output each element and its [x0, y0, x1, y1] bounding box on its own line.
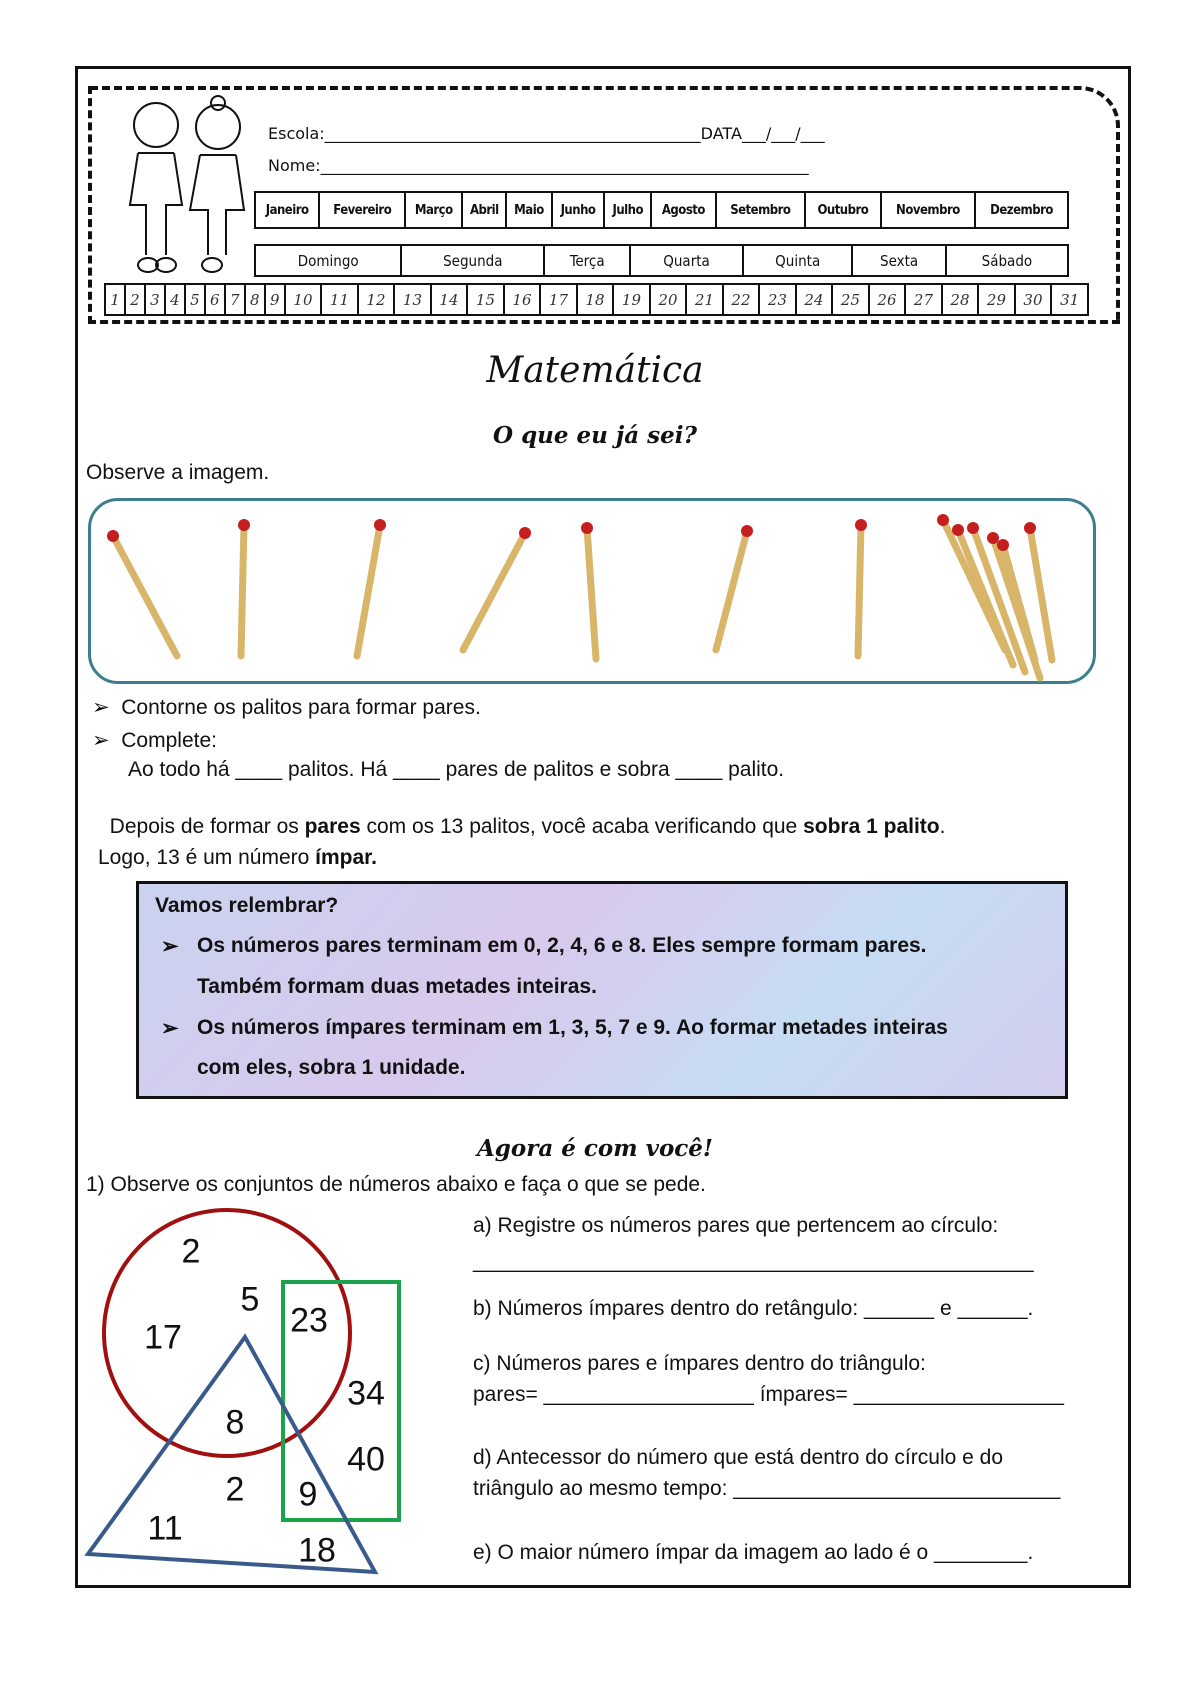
remember-box [136, 881, 1068, 1099]
venn-number: 8 [225, 1403, 245, 1442]
instruction-1 [92, 695, 481, 720]
day-cell[interactable]: 1 [105, 284, 125, 315]
venn-number: 11 [147, 1509, 183, 1548]
day-cell[interactable]: 27 [905, 284, 942, 315]
answer-c-line[interactable]: pares= __________________ ímpares= __________________ [473, 1383, 1064, 1406]
question-a: a) Registre os números pares que pertencem ao círculo: [473, 1214, 999, 1237]
weekday-cell[interactable]: Domingo [255, 245, 401, 276]
month-cell[interactable]: Maio [506, 192, 551, 228]
weekday-cell[interactable]: Segunda [401, 245, 544, 276]
weekday-cell[interactable]: Sexta [852, 245, 945, 276]
month-cell[interactable]: Fevereiro [319, 192, 405, 228]
month-cell[interactable]: Janeiro [255, 192, 319, 228]
month-cell[interactable]: Julho [604, 192, 651, 228]
day-cell[interactable]: 8 [245, 284, 265, 315]
day-cell[interactable]: 28 [942, 284, 979, 315]
day-cell[interactable]: 2 [125, 284, 145, 315]
day-cell[interactable]: 25 [832, 284, 869, 315]
venn-number: 18 [298, 1531, 336, 1570]
day-cell[interactable]: 23 [759, 284, 796, 315]
text: com os 13 palitos, você acaba verificando que [360, 815, 804, 838]
month-cell[interactable]: Outubro [805, 192, 881, 228]
section-subtitle: O que eu já sei? [493, 422, 697, 449]
month-cell[interactable]: Setembro [716, 192, 805, 228]
day-cell[interactable]: 19 [613, 284, 650, 315]
complete-line[interactable]: Ao todo há ____ palitos. Há ____ pares de palitos e sobra ____ palito. [128, 758, 785, 781]
instruction-text: Complete: [121, 729, 217, 752]
bold-text: ímpar. [315, 846, 378, 869]
answer-a-line[interactable]: ________________________________________________ [473, 1250, 1034, 1273]
venn-number: 9 [298, 1475, 318, 1514]
month-cell[interactable]: Agosto [651, 192, 716, 228]
arrow-bullet-icon: ➢ [161, 935, 179, 958]
month-cell[interactable]: Junho [552, 192, 605, 228]
venn-number: 34 [347, 1374, 385, 1413]
remember-line: Os números pares terminam em 0, 2, 4, 6 e 8. Eles sempre formam pares. [197, 934, 927, 957]
question-c: c) Números pares e ímpares dentro do triângulo: [473, 1352, 926, 1375]
text: . [939, 815, 946, 838]
answer-d-line[interactable]: triângulo ao mesmo tempo: ____________________________ [473, 1477, 1061, 1500]
day-cell[interactable]: 17 [540, 284, 577, 315]
page-title: Matemática [486, 350, 704, 391]
remember-line: Os números ímpares terminam em 1, 3, 5, 7 e 9. Ao formar metades inteiras [197, 1016, 948, 1039]
question-1: 1) Observe os conjuntos de números abaixo e faça o que se pede. [86, 1173, 706, 1196]
month-cell[interactable]: Abril [462, 192, 506, 228]
section2-title: Agora é com você! [476, 1135, 714, 1162]
explanation-paragraph [98, 811, 1104, 873]
weekday-cell[interactable]: Quarta [630, 245, 743, 276]
day-cell[interactable]: 4 [165, 284, 185, 315]
weekday-cell[interactable]: Quinta [743, 245, 852, 276]
bold-text: pares [304, 815, 361, 838]
day-cell[interactable]: 10 [285, 284, 322, 315]
month-cell[interactable]: Dezembro [975, 192, 1068, 228]
question-b[interactable]: b) Números ímpares dentro do retângulo: ______ e ______. [473, 1297, 1034, 1320]
day-cell[interactable]: 22 [723, 284, 760, 315]
venn-diagram [0, 1200, 460, 1600]
day-cell[interactable]: 24 [796, 284, 833, 315]
venn-number: 23 [290, 1301, 328, 1340]
weekday-cell[interactable]: Terça [544, 245, 630, 276]
day-cell[interactable]: 5 [185, 284, 205, 315]
venn-number: 5 [240, 1280, 260, 1319]
text: Logo, 13 é um número [98, 846, 316, 869]
observe-text: Observe a imagem. [86, 461, 270, 484]
matches-illustration [0, 0, 1190, 700]
venn-number: 2 [181, 1232, 201, 1271]
day-cell[interactable]: 9 [265, 284, 285, 315]
instruction-2 [92, 728, 217, 753]
month-cell[interactable]: Março [405, 192, 462, 228]
day-cell[interactable]: 11 [321, 284, 358, 315]
day-cell[interactable]: 18 [577, 284, 614, 315]
question-e[interactable]: e) O maior número ímpar da imagem ao lado é o ________. [473, 1541, 1034, 1564]
remember-title: Vamos relembrar? [155, 894, 339, 917]
question-d: d) Antecessor do número que está dentro do círculo e do [473, 1446, 1003, 1469]
date-label: DATA [700, 124, 742, 143]
name-label: Nome: [268, 156, 321, 175]
arrow-bullet-icon: ➢ [92, 729, 122, 752]
day-cell[interactable]: 20 [650, 284, 687, 315]
venn-number: 2 [225, 1470, 245, 1509]
day-cell[interactable]: 26 [869, 284, 906, 315]
day-cell[interactable]: 14 [431, 284, 468, 315]
day-cell[interactable]: 3 [145, 284, 165, 315]
school-label: Escola: [268, 124, 325, 143]
venn-number: 17 [144, 1318, 182, 1357]
bold-text: sobra 1 palito [803, 815, 940, 838]
day-cell[interactable]: 16 [504, 284, 541, 315]
name-field[interactable]: Nome:_____________________________________________________________ [268, 156, 809, 175]
weekday-cell[interactable]: Sábado [946, 245, 1068, 276]
day-cell[interactable]: 29 [978, 284, 1015, 315]
remember-line: Também formam duas metades inteiras. [197, 975, 597, 998]
day-cell[interactable]: 15 [467, 284, 504, 315]
school-field[interactable]: Escola:_______________________________________________DATA___/___/___ [268, 124, 825, 143]
day-cell[interactable]: 6 [205, 284, 225, 315]
remember-line: com eles, sobra 1 unidade. [197, 1056, 466, 1079]
venn-number: 40 [347, 1440, 385, 1479]
day-cell[interactable]: 31 [1051, 284, 1088, 315]
day-cell[interactable]: 30 [1015, 284, 1052, 315]
month-cell[interactable]: Novembro [881, 192, 975, 228]
arrow-bullet-icon: ➢ [92, 696, 122, 719]
day-cell[interactable]: 21 [686, 284, 723, 315]
arrow-bullet-icon: ➢ [161, 1017, 179, 1040]
text: Depois de formar os [109, 815, 305, 838]
day-cell[interactable]: 12 [358, 284, 395, 315]
day-cell[interactable]: 7 [225, 284, 245, 315]
day-cell[interactable]: 13 [394, 284, 431, 315]
instruction-text: Contorne os palitos para formar pares. [121, 696, 481, 719]
